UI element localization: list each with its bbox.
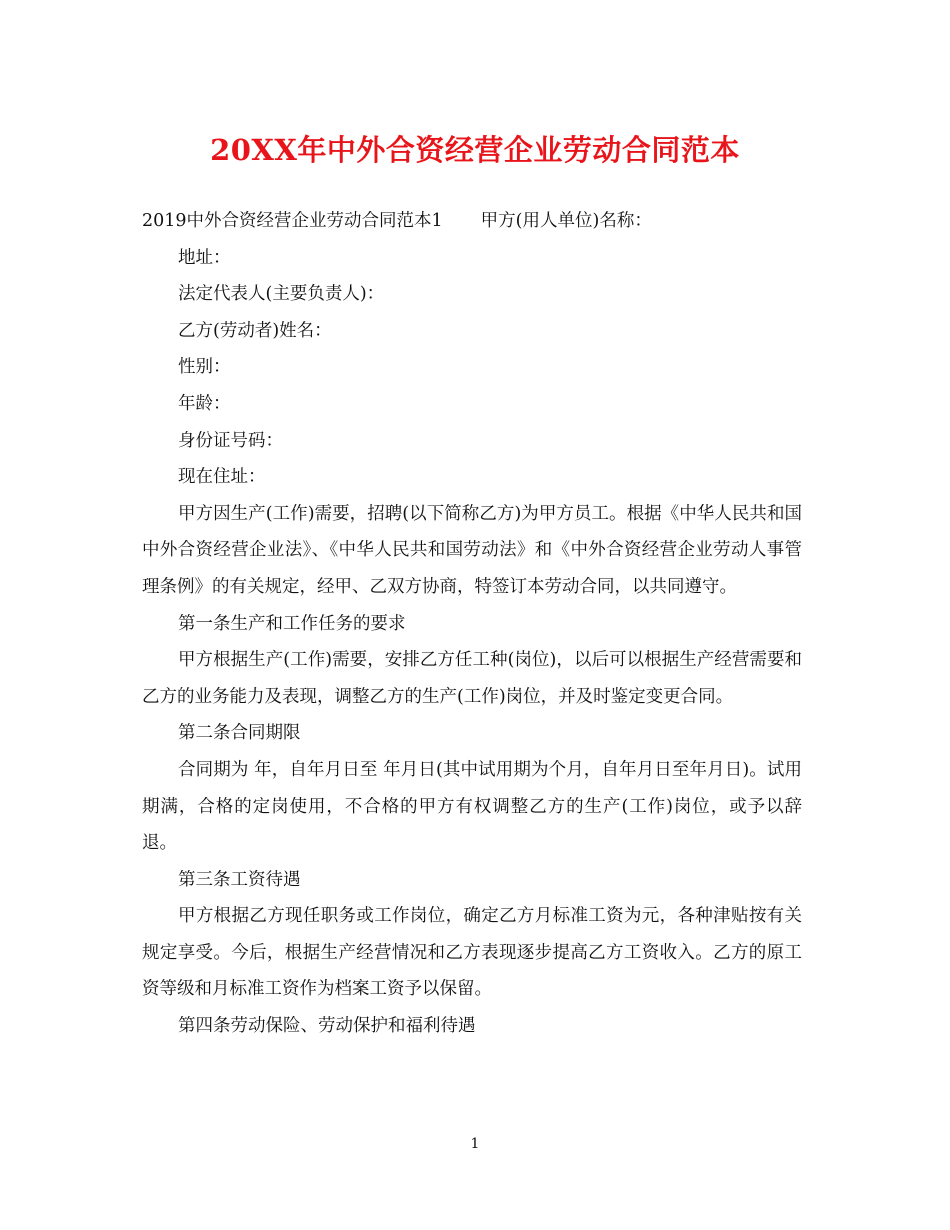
intro-line <box>142 203 802 240</box>
section-paragraph: 合同期为 年，自年月日至 年月日(其中试用期为个月，自年月日至年月日)。试用期满，合格的定岗使用，不合格的甲方有权调整乙方的生产(工作)岗位，或予以辞退。 <box>142 759 802 854</box>
document-body <box>142 203 802 1045</box>
intro-paragraph: 甲方因生产(工作)需要，招聘(以下简称乙方)为甲方员工。根据《中华人民共和国中外合资经营企业法》、《中华人民共和国劳动法》和《中外合资经营企业劳动人事管理条例》的有关规定，经甲、乙双方协商，特签订本劳动合同，以共同遵守。 <box>142 503 802 597</box>
page-number: 1 <box>470 1136 480 1152</box>
field-id-number: 身份证号码： <box>178 430 283 451</box>
field-address: 地址： <box>178 247 231 268</box>
section-heading: 第一条生产和工作任务的要求 <box>178 613 406 634</box>
section-paragraph: 甲方根据乙方现任职务或工作岗位，确定乙方月标准工资为元，各种津贴按有关规定享受。今后，根据生产经营情况和乙方表现逐步提高乙方工资收入。乙方的原工资等级和月标准工资作为档案工资予以保留。 <box>142 906 802 1000</box>
section-heading: 第四条劳动保险、劳动保护和福利待遇 <box>178 1016 476 1037</box>
field-legal-representative: 法定代表人(主要负责人)： <box>178 284 385 305</box>
field-gender: 性别： <box>178 357 231 378</box>
party-a-name-field: 甲方(用人单位)名称： <box>480 211 652 231</box>
document-title: 20XX年中外合资经营企业劳动合同范本 <box>210 133 740 167</box>
section-heading: 第二条合同期限 <box>178 723 301 744</box>
section-heading: 第三条工资待遇 <box>178 869 301 890</box>
field-current-address: 现在住址： <box>178 467 266 488</box>
document-subtitle: 2019中外合资经营企业劳动合同范本1 <box>142 211 443 231</box>
field-party-b-name: 乙方(劳动者)姓名： <box>178 320 332 341</box>
field-age: 年龄： <box>178 393 231 414</box>
section-paragraph: 甲方根据生产(工作)需要，安排乙方任工种(岗位)，以后可以根据生产经营需要和乙方的业务能力及表现，调整乙方的生产(工作)岗位，并及时鉴定变更合同。 <box>142 650 802 707</box>
